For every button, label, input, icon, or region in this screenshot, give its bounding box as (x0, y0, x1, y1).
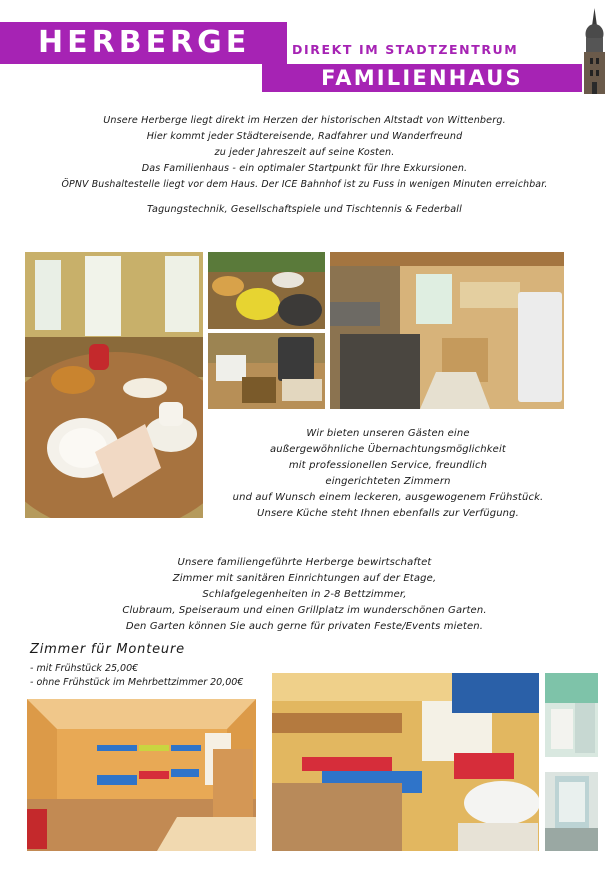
family-line: Den Garten können Sie auch gerne für privaten Feste/Events mieten. (125, 621, 484, 632)
offer-line: außergewöhnliche Übernachtungsmöglichkeit (269, 444, 506, 455)
intro-line: Unsere Herberge liegt direkt im Herzen der historischen Altstadt von Wittenberg. (103, 115, 506, 126)
header-name: FAMILIENHAUS (321, 66, 523, 90)
intro-text (0, 113, 609, 193)
intro-line: Das Familienhaus - ein optimaler Startpunkt für Ihre Exkursionen. (141, 163, 468, 174)
family-line: Unsere familiengeführte Herberge bewirtschaftet (177, 557, 432, 568)
bunk-room-photo (27, 699, 256, 851)
offer-line: und auf Wunsch einem leckeren, ausgewogenem Frühstück. (232, 492, 544, 503)
price-without-breakfast: - ohne Frühstück im Mehrbettzimmer 20,00€ (30, 677, 244, 688)
breakfast-table-photo (25, 252, 203, 518)
header-subtitle: DIREKT IM STADTZENTRUM (292, 42, 519, 57)
header-title: HERBERGE (38, 25, 251, 60)
offer-line: Wir bieten unseren Gästen eine (306, 428, 470, 439)
monteure-heading: Zimmer für Monteure (30, 642, 185, 657)
coffee-machine-photo (208, 333, 325, 409)
bunk-bed-room-photo (272, 673, 539, 851)
family-text (0, 555, 609, 635)
bathroom-photo-1 (545, 673, 598, 757)
offer-line: eingerichteten Zimmern (325, 476, 451, 487)
offer-line: Unsere Küche steht Ihnen ebenfalls zur Verfügung. (256, 508, 519, 519)
plates-photo (208, 252, 325, 329)
amenities-line: Tagungstechnik, Gesellschaftspiele und Tischtennis & Federball (147, 204, 462, 215)
family-line: Schlafgelegenheiten in 2-8 Bettzimmer, (202, 589, 407, 600)
bathroom-photo-2 (545, 772, 598, 851)
offer-text (205, 426, 571, 522)
intro-line: Hier kommt jeder Städtereisende, Radfahrer und Wanderfreund (146, 131, 463, 142)
intro-line: zu jeder Jahreszeit auf seine Kosten. (214, 147, 395, 158)
intro-line: ÖPNV Bushaltestelle liegt vor dem Haus. Der ICE Bahnhof ist zu Fuss in wenigen Minuten erreichbar. (61, 179, 548, 190)
amenities-text (0, 202, 609, 218)
church-tower-icon (580, 8, 609, 94)
price-with-breakfast: - mit Frühstück 25,00€ (30, 663, 139, 674)
family-line: Zimmer mit sanitären Einrichtungen auf der Etage, (172, 573, 437, 584)
offer-line: mit professionellen Service, freundlich (288, 460, 488, 471)
kitchen-photo (330, 252, 564, 409)
family-line: Clubraum, Speiseraum und einen Grillplatz im wunderschönen Garten. (122, 605, 487, 616)
